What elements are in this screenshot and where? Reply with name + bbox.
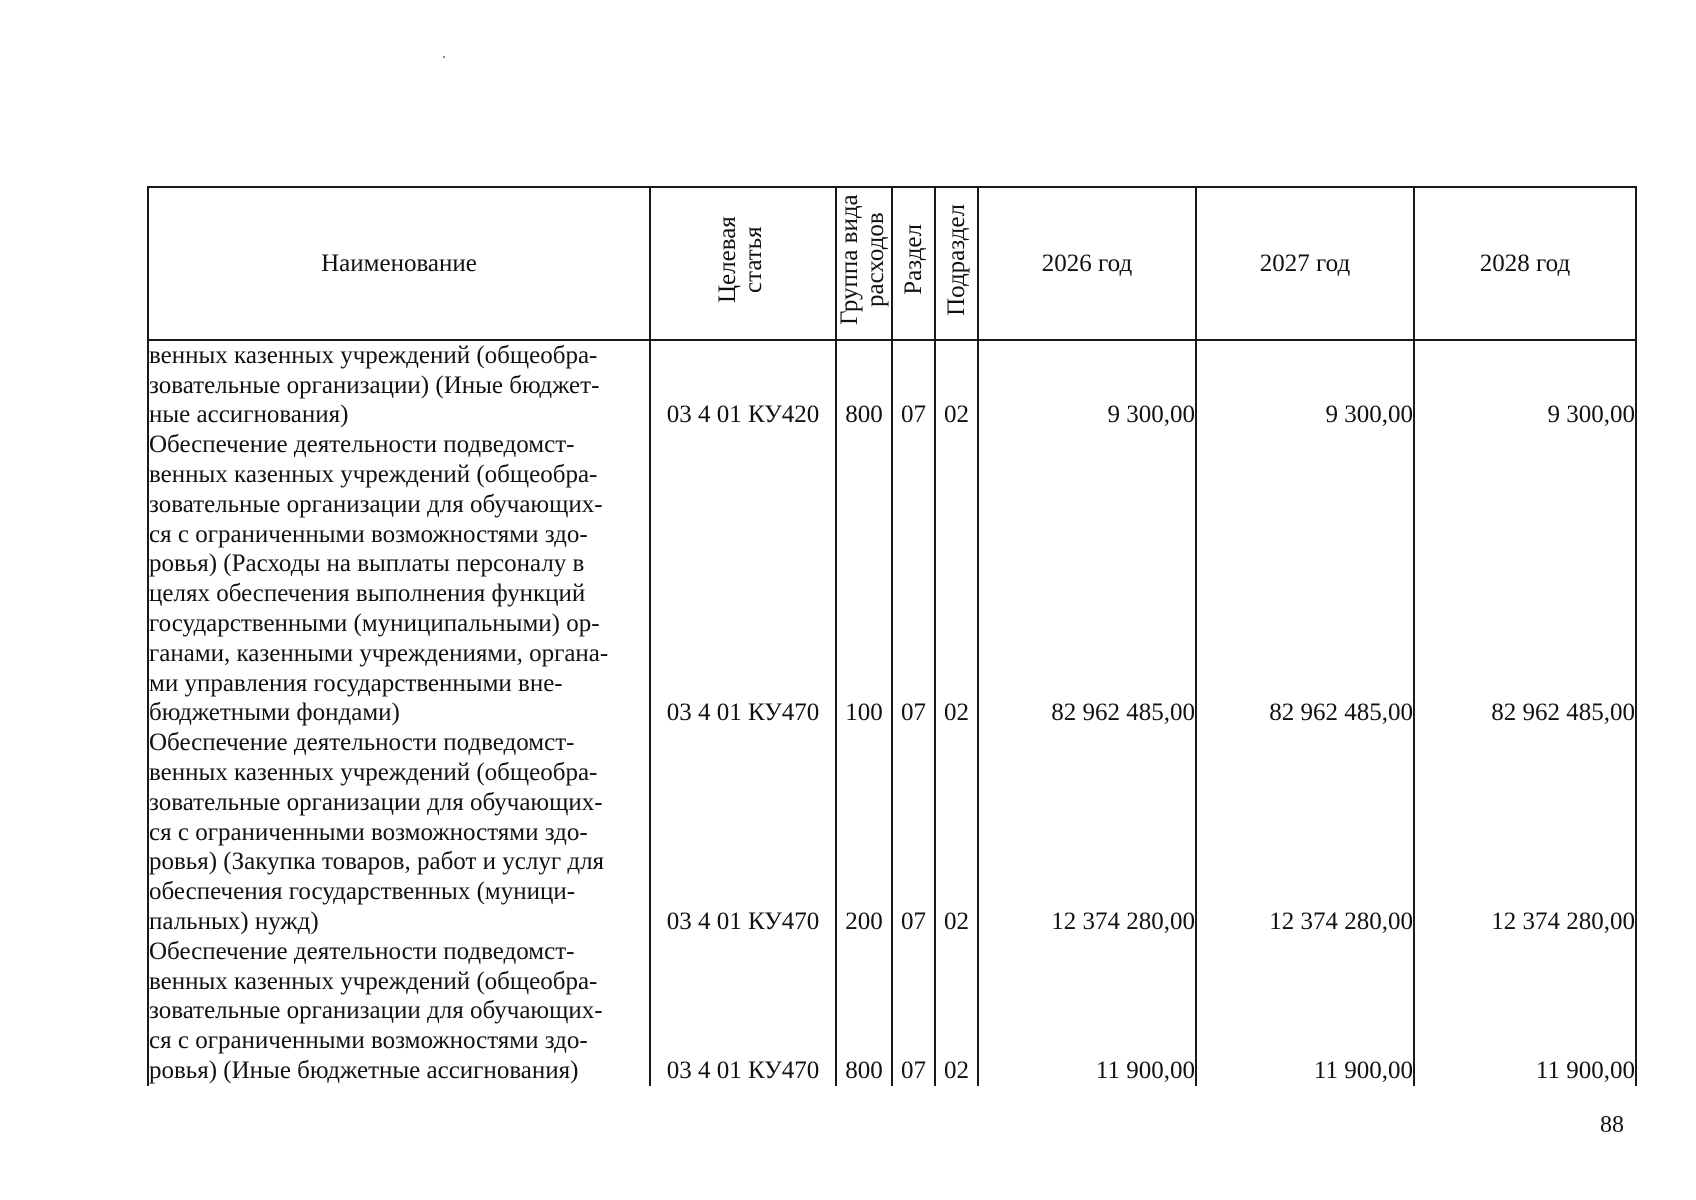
name-line: зовательные организации для обучающих- (149, 997, 603, 1025)
amount-2027-cell: 82 962 485,00 (1196, 430, 1414, 728)
budget-table (147, 186, 1637, 1086)
header-subsection (935, 187, 978, 340)
name-line: ми управления государственными вне- (149, 669, 563, 697)
name-line: зовательные организации для обучающих- (149, 788, 603, 816)
expense-group-cell: 800 (836, 937, 892, 1086)
subsection-cell: 02 (935, 728, 978, 937)
name-line: ровья) (Иные бюджетные ассигнования) (149, 1056, 579, 1084)
target-article-cell: 03 4 01 КУ420 (650, 340, 836, 430)
header-row (148, 187, 1636, 340)
section-cell: 07 (892, 728, 935, 937)
amount-2027-cell: 11 900,00 (1196, 937, 1414, 1086)
header-2027: 2027 год (1196, 187, 1414, 340)
header-section (892, 187, 935, 340)
header-section-label: Раздел (899, 224, 927, 295)
name-line: венных казенных учреждений (общеобра- (149, 967, 598, 995)
name-line: венных казенных учреждений (общеобра- (149, 758, 598, 786)
name-line: ровья) (Закупка товаров, работ и услуг для (149, 848, 605, 876)
target-article-cell: 03 4 01 КУ470 (650, 937, 836, 1086)
expense-group-cell: 800 (836, 340, 892, 430)
header-expense-group (836, 187, 892, 340)
name-line: Обеспечение деятельности подведомст- (149, 729, 575, 757)
target-article-cell: 03 4 01 КУ470 (650, 728, 836, 937)
subsection-cell: 02 (935, 937, 978, 1086)
section-cell: 07 (892, 937, 935, 1086)
amount-2026-cell: 82 962 485,00 (978, 430, 1196, 728)
amount-2027-cell: 12 374 280,00 (1196, 728, 1414, 937)
name-line: ся с ограниченными возможностями здо- (149, 818, 588, 846)
name-line: Обеспечение деятельности подведомст- (149, 937, 575, 965)
name-line: ся с ограниченными возможностями здо- (149, 1027, 588, 1055)
expense-group-cell: 200 (836, 728, 892, 937)
row-name-cell (148, 937, 650, 1086)
name-line: ганами, казенными учреждениями, органа- (149, 639, 609, 667)
name-line: венных казенных учреждений (общеобра- (149, 341, 598, 369)
header-2026: 2026 год (978, 187, 1196, 340)
name-line: ся с ограниченными возможностями здо- (149, 520, 588, 548)
table-row (148, 937, 1636, 1086)
header-name: Наименование (148, 187, 650, 340)
name-line: бюджетными фондами) (149, 699, 400, 727)
header-2028: 2028 год (1414, 187, 1636, 340)
section-cell: 07 (892, 430, 935, 728)
row-name-cell (148, 430, 650, 728)
row-name-cell (148, 728, 650, 937)
header-target-article (650, 187, 836, 340)
name-line: зовательные организации) (Иные бюджет- (149, 371, 600, 399)
amount-2027-cell: 9 300,00 (1196, 340, 1414, 430)
header-target-article-label: Целевая статья (714, 216, 767, 303)
amount-2026-cell: 11 900,00 (978, 937, 1196, 1086)
name-line: целях обеспечения выполнения функций (149, 580, 586, 608)
page-number: 88 (1600, 1112, 1624, 1138)
name-line: государственными (муниципальными) ор- (149, 609, 600, 637)
amount-2026-cell: 9 300,00 (978, 340, 1196, 430)
amount-2028-cell: 82 962 485,00 (1414, 430, 1636, 728)
name-line: пальных) нужд) (149, 907, 319, 935)
target-article-cell: 03 4 01 КУ470 (650, 430, 836, 728)
subsection-cell: 02 (935, 340, 978, 430)
name-line: Обеспечение деятельности подведомст- (149, 431, 575, 459)
name-line: венных казенных учреждений (общеобра- (149, 460, 598, 488)
name-line: ровья) (Расходы на выплаты персоналу в (149, 550, 585, 578)
name-line: ные ассигнования) (149, 401, 349, 429)
scan-artifact (443, 56, 445, 58)
amount-2026-cell: 12 374 280,00 (978, 728, 1196, 937)
table-row (148, 728, 1636, 937)
amount-2028-cell: 12 374 280,00 (1414, 728, 1636, 937)
row-name-cell (148, 340, 650, 430)
section-cell: 07 (892, 340, 935, 430)
table-row (148, 340, 1636, 430)
header-expense-group-label: Группа вида расходов (836, 194, 889, 325)
table-row (148, 430, 1636, 728)
expense-group-cell: 100 (836, 430, 892, 728)
header-subsection-label: Подраздел (942, 203, 970, 316)
subsection-cell: 02 (935, 430, 978, 728)
name-line: зовательные организации для обучающих- (149, 490, 603, 518)
name-line: обеспечения государственных (муници- (149, 878, 576, 906)
amount-2028-cell: 11 900,00 (1414, 937, 1636, 1086)
amount-2028-cell: 9 300,00 (1414, 340, 1636, 430)
